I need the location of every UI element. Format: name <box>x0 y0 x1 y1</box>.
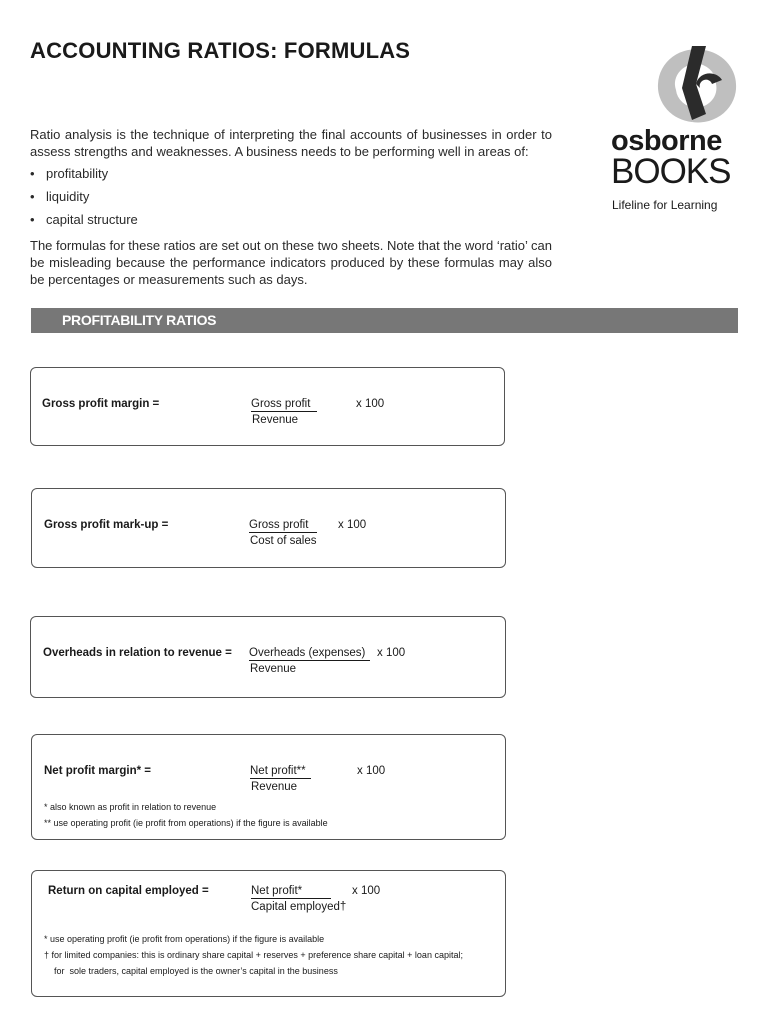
bullet-icon: • <box>30 189 35 204</box>
section-header-bar <box>31 308 738 333</box>
formula-multiplier: x 100 <box>357 765 386 777</box>
formula-multiplier: x 100 <box>356 398 385 410</box>
formula-numerator: Net profit* <box>251 885 331 899</box>
formula-multiplier: x 100 <box>338 519 367 531</box>
formula-numerator: Net profit** <box>250 765 311 779</box>
formula-footnote: * use operating profit (ie profit from operations) if the figure is available <box>44 934 325 944</box>
formula-numerator: Gross profit <box>249 519 317 533</box>
formula-box-return-on-capital-employed <box>31 870 506 997</box>
bullet-icon: • <box>30 212 35 227</box>
intro-paragraph-2: The formulas for these ratios are set out on these two sheets. Note that the word ‘ratio’ can be misleading because the performance indicators produced by these formulas may also be percentages or measurements such as days. <box>30 238 552 287</box>
formula-box-gross-profit-margin <box>30 367 505 446</box>
formula-footnote: for sole traders, capital employed is the owner’s capital in the business <box>44 966 338 976</box>
list-item <box>30 188 552 211</box>
formula-multiplier: x 100 <box>352 885 381 897</box>
logo-tagline: Lifeline for Learning <box>612 198 718 212</box>
focus-areas-list <box>30 165 552 234</box>
bullet-icon: • <box>30 166 35 181</box>
formula-denominator: Revenue <box>251 781 298 793</box>
list-item-text: capital structure <box>46 212 138 227</box>
logo-mark-icon <box>652 44 742 124</box>
formula-multiplier: x 100 <box>377 647 406 659</box>
page-title: ACCOUNTING RATIOS: FORMULAS <box>30 38 411 63</box>
formula-name: Net profit margin* = <box>44 765 152 777</box>
formula-footnote: ** use operating profit (ie profit from operations) if the figure is available <box>44 818 328 828</box>
formula-name: Return on capital employed = <box>48 885 209 897</box>
formula-name: Gross profit margin = <box>42 398 160 410</box>
list-item <box>30 211 552 234</box>
formula-denominator: Revenue <box>250 663 297 675</box>
formula-footnote: * also known as profit in relation to revenue <box>44 802 217 812</box>
list-item-text: profitability <box>46 166 109 181</box>
logo-brand-osborne: osborne <box>611 125 722 157</box>
formula-name: Gross profit mark-up = <box>44 519 169 531</box>
formula-footnote: † for limited companies: this is ordinary share capital + reserves + preference share capital + loan capital; <box>44 950 463 960</box>
formula-numerator: Gross profit <box>251 398 317 412</box>
intro-paragraph-1: Ratio analysis is the technique of interpreting the final accounts of businesses in order to assess strengths and weaknesses. A business needs to be performing well in areas of: <box>30 127 552 159</box>
list-item <box>30 165 552 188</box>
osborne-books-logo <box>606 44 742 214</box>
formula-denominator: Revenue <box>252 414 299 426</box>
formula-name: Overheads in relation to revenue = <box>43 647 232 659</box>
formula-box-overheads-to-revenue <box>30 616 506 698</box>
section-title: PROFITABILITY RATIOS <box>62 312 217 328</box>
formula-numerator: Overheads (expenses) <box>249 647 370 661</box>
formula-denominator: Cost of sales <box>250 535 317 547</box>
formula-box-gross-profit-mark-up <box>31 488 506 568</box>
logo-brand-books: BOOKS <box>611 152 731 191</box>
formula-denominator: Capital employed† <box>251 901 347 913</box>
formula-box-net-profit-margin <box>31 734 506 840</box>
intro-section <box>30 126 552 288</box>
list-item-text: liquidity <box>46 189 90 204</box>
